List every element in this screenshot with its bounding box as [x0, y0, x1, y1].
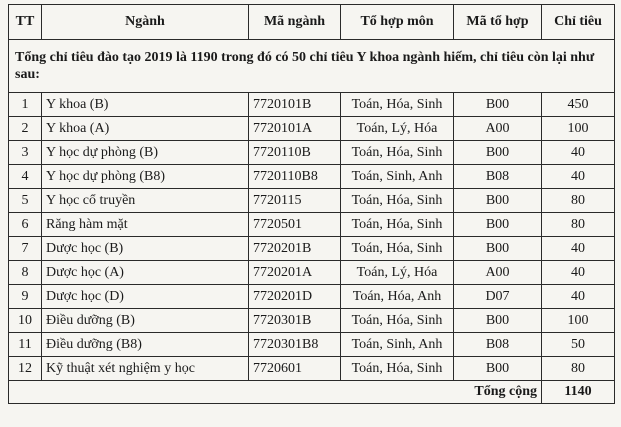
cell-major-code: 7720110B [249, 141, 341, 165]
cell-quota: 80 [542, 213, 615, 237]
total-spacer [9, 381, 454, 404]
table-body [9, 40, 615, 381]
cell-subject-combo: Toán, Hóa, Sinh [341, 237, 454, 261]
cell-combo-code: B00 [454, 93, 542, 117]
header-row [9, 5, 615, 40]
cell-combo-code: B00 [454, 213, 542, 237]
cell-tt: 8 [9, 261, 42, 285]
table-row [9, 117, 615, 141]
cell-tt: 2 [9, 117, 42, 141]
cell-major-code: 7720201A [249, 261, 341, 285]
cell-major: Y học dự phòng (B) [42, 141, 249, 165]
cell-major-code: 7720501 [249, 213, 341, 237]
cell-combo-code: B08 [454, 165, 542, 189]
total-value: 1140 [542, 381, 615, 404]
cell-subject-combo: Toán, Hóa, Sinh [341, 309, 454, 333]
cell-major: Y học cổ truyền [42, 189, 249, 213]
quota-note: Tổng chỉ tiêu đào tạo 2019 là 1190 trong đó có 50 chỉ tiêu Y khoa ngành hiếm, chỉ tiêu còn lại như sau: [9, 40, 615, 93]
cell-major: Điều dưỡng (B8) [42, 333, 249, 357]
table-row [9, 261, 615, 285]
cell-quota: 80 [542, 357, 615, 381]
cell-major-code: 7720601 [249, 357, 341, 381]
cell-quota: 100 [542, 117, 615, 141]
cell-major: Răng hàm mặt [42, 213, 249, 237]
header-subject-combo: Tổ hợp môn [341, 5, 454, 40]
cell-quota: 40 [542, 141, 615, 165]
cell-major-code: 7720301B8 [249, 333, 341, 357]
table-row [9, 309, 615, 333]
table-row [9, 213, 615, 237]
total-row [9, 381, 615, 404]
cell-subject-combo: Toán, Hóa, Sinh [341, 189, 454, 213]
cell-tt: 3 [9, 141, 42, 165]
table-row [9, 93, 615, 117]
header-combo-code: Mã tổ hợp [454, 5, 542, 40]
cell-combo-code: B00 [454, 189, 542, 213]
total-label: Tổng cộng [454, 381, 542, 404]
cell-tt: 9 [9, 285, 42, 309]
table-header [9, 5, 615, 40]
cell-subject-combo: Toán, Hóa, Sinh [341, 357, 454, 381]
cell-major: Y khoa (B) [42, 93, 249, 117]
cell-tt: 4 [9, 165, 42, 189]
note-row [9, 40, 615, 93]
cell-major: Điều dưỡng (B) [42, 309, 249, 333]
cell-combo-code: A00 [454, 261, 542, 285]
cell-major: Dược học (A) [42, 261, 249, 285]
cell-combo-code: B00 [454, 237, 542, 261]
cell-quota: 40 [542, 285, 615, 309]
header-tt: TT [9, 5, 42, 40]
header-quota: Chỉ tiêu [542, 5, 615, 40]
cell-tt: 1 [9, 93, 42, 117]
cell-major-code: 7720301B [249, 309, 341, 333]
cell-subject-combo: Toán, Lý, Hóa [341, 261, 454, 285]
table-row [9, 237, 615, 261]
cell-subject-combo: Toán, Sinh, Anh [341, 165, 454, 189]
header-major: Ngành [42, 5, 249, 40]
cell-subject-combo: Toán, Hóa, Sinh [341, 141, 454, 165]
cell-tt: 7 [9, 237, 42, 261]
cell-major-code: 7720101A [249, 117, 341, 141]
cell-combo-code: A00 [454, 117, 542, 141]
table-row [9, 333, 615, 357]
table-row [9, 189, 615, 213]
cell-major: Y khoa (A) [42, 117, 249, 141]
cell-tt: 12 [9, 357, 42, 381]
cell-combo-code: B00 [454, 357, 542, 381]
cell-combo-code: B00 [454, 141, 542, 165]
cell-combo-code: B08 [454, 333, 542, 357]
cell-major-code: 7720201D [249, 285, 341, 309]
cell-combo-code: D07 [454, 285, 542, 309]
cell-combo-code: B00 [454, 309, 542, 333]
header-major-code: Mã ngành [249, 5, 341, 40]
table-row [9, 165, 615, 189]
cell-major: Dược học (D) [42, 285, 249, 309]
cell-major-code: 7720110B8 [249, 165, 341, 189]
cell-subject-combo: Toán, Lý, Hóa [341, 117, 454, 141]
cell-quota: 80 [542, 189, 615, 213]
cell-quota: 40 [542, 165, 615, 189]
table-row [9, 141, 615, 165]
admission-quota-table [8, 4, 615, 404]
cell-quota: 450 [542, 93, 615, 117]
table-row [9, 285, 615, 309]
cell-tt: 6 [9, 213, 42, 237]
cell-tt: 11 [9, 333, 42, 357]
cell-tt: 5 [9, 189, 42, 213]
cell-quota: 50 [542, 333, 615, 357]
table-row [9, 357, 615, 381]
cell-major: Kỹ thuật xét nghiệm y học [42, 357, 249, 381]
cell-major: Y học dự phòng (B8) [42, 165, 249, 189]
cell-major-code: 7720101B [249, 93, 341, 117]
cell-quota: 40 [542, 237, 615, 261]
cell-subject-combo: Toán, Sinh, Anh [341, 333, 454, 357]
table-footer [9, 381, 615, 404]
cell-quota: 100 [542, 309, 615, 333]
cell-tt: 10 [9, 309, 42, 333]
cell-major-code: 7720115 [249, 189, 341, 213]
cell-quota: 40 [542, 261, 615, 285]
cell-subject-combo: Toán, Hóa, Sinh [341, 213, 454, 237]
cell-major-code: 7720201B [249, 237, 341, 261]
cell-major: Dược học (B) [42, 237, 249, 261]
cell-subject-combo: Toán, Hóa, Anh [341, 285, 454, 309]
cell-subject-combo: Toán, Hóa, Sinh [341, 93, 454, 117]
